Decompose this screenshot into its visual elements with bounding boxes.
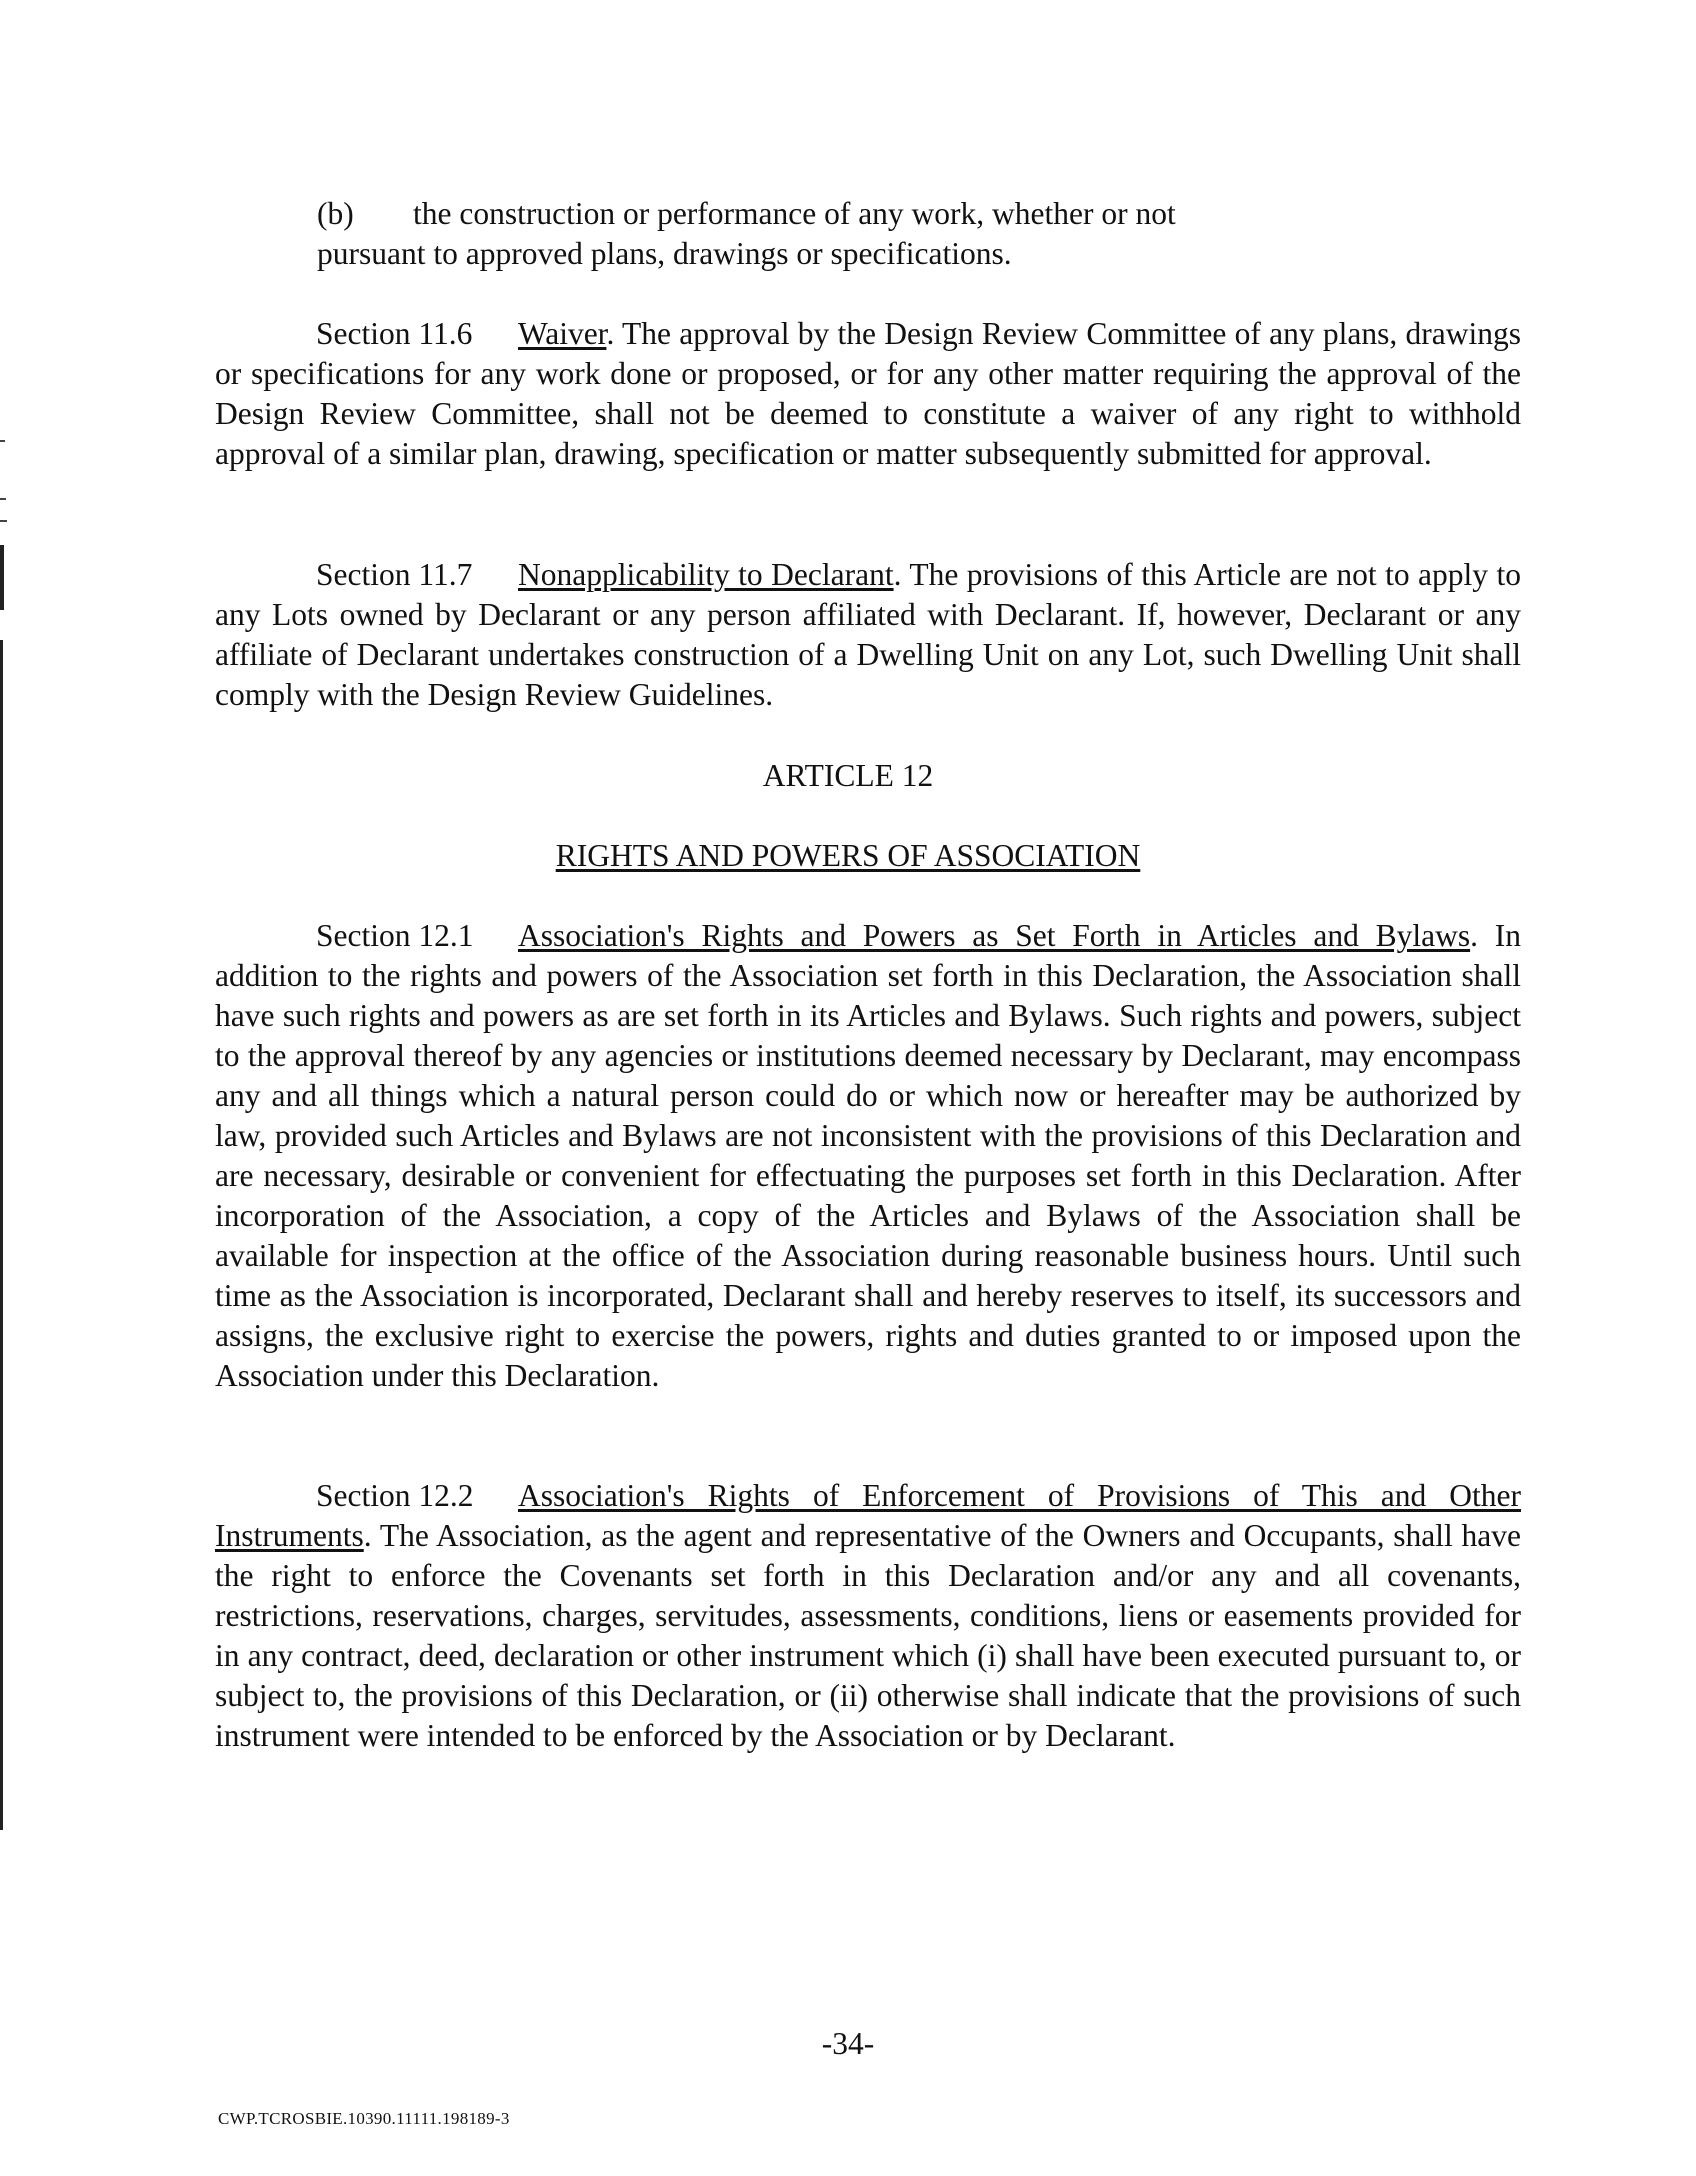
- section-text: . The Association, as the agent and representative of the Owners and Occupants, shall have the right to enforce the Covenants set forth in this Declaration and/or any and all covenants, restrictions, reservations, charges, servitudes, assessments, conditions, liens or easements provided for in any contract, deed, declaration or other instrument which (i) shall have been executed pursuant to, or subject to, the provisions of this Declaration, or (ii) otherwise shall indicate that the provisions of such instrument were intended to be enforced by the Association or by Declarant.: [215, 1518, 1521, 1753]
- section-12-1-paragraph: [215, 916, 1521, 1396]
- subsection-b-line2: pursuant to approved plans, drawings or specifications.: [317, 236, 1012, 271]
- section-11-6-paragraph: [215, 314, 1521, 474]
- scan-mark: [0, 440, 5, 442]
- section-text: . In addition to the rights and powers of the Association set forth in this Declaration, the Association shall have such rights and powers as are set forth in its Articles and Bylaws. Such rights and powers, subject to the approval thereof by any agencies or institutions deemed necessary by Declarant, may encompass any and all things which a natural person could do or which now or hereafter may be authorized by law, provided such Articles and Bylaws are not inconsistent with the provisions of this Declaration and are necessary, desirable or convenient for effectuating the purposes set forth in this Declaration. After incorporation of the Association, a copy of the Articles and Bylaws of the Association shall be available for inspection at the office of the Association during reasonable business hours. Until such time as the Association is incorporated, Declarant shall and hereby reserves to itself, its successors and assigns, the exclusive right to exercise the powers, rights and duties granted to or imposed upon the Association under this Declaration.: [215, 918, 1521, 1393]
- section-text: . The provisions of this Article are not to apply to any Lots owned by Declarant or any person affiliated with Declarant. If, however, Declarant or any affiliate of Declarant undertakes construction of a Dwelling Unit on any Lot, such Dwelling Unit shall comply with the Design Review Guidelines.: [215, 557, 1522, 712]
- section-title: Association's Rights and Powers as Set Forth in Articles and Bylaws: [518, 918, 1471, 953]
- scan-mark: [0, 498, 6, 500]
- scan-edge-bar: [0, 545, 4, 610]
- subsection-label: (b): [317, 196, 354, 231]
- section-title: Association's Rights of Enforcement of Provisions of This and Other Instruments: [215, 1478, 1521, 1553]
- page-number: -34-: [821, 2026, 875, 2061]
- section-11-7-paragraph: [215, 555, 1521, 715]
- scan-edge-bar: [0, 640, 3, 1830]
- section-12-2-paragraph: [215, 1476, 1521, 1756]
- article-title: [0, 836, 1696, 876]
- section-number: Section 11.7: [316, 557, 473, 592]
- document-id: CWP.TCROSBIE.10390.11111.198189-3: [218, 2109, 510, 2128]
- section-title: Waiver: [518, 316, 607, 351]
- scan-mark: [0, 520, 7, 522]
- section-text: . The approval by the Design Review Committee of any plans, drawings or specifications for any work done or proposed, or for any other matter requiring the approval of the Design Review Committee, shall not be deemed to constitute a waiver of any right to withhold approval of a similar plan, drawing, specification or matter subsequently submitted for approval.: [215, 316, 1521, 471]
- section-title: Nonapplicability to Declarant: [518, 557, 894, 592]
- section-number: Section 12.1: [316, 918, 474, 953]
- article-label: ARTICLE 12: [762, 758, 934, 793]
- subsection-b-line1: [317, 194, 1425, 234]
- section-number: Section 11.6: [316, 316, 473, 351]
- subsection-text: the construction or performance of any work, whether or not: [413, 196, 1176, 231]
- section-number: Section 12.2: [316, 1478, 474, 1513]
- article-title-text: RIGHTS AND POWERS OF ASSOCIATION: [555, 838, 1141, 873]
